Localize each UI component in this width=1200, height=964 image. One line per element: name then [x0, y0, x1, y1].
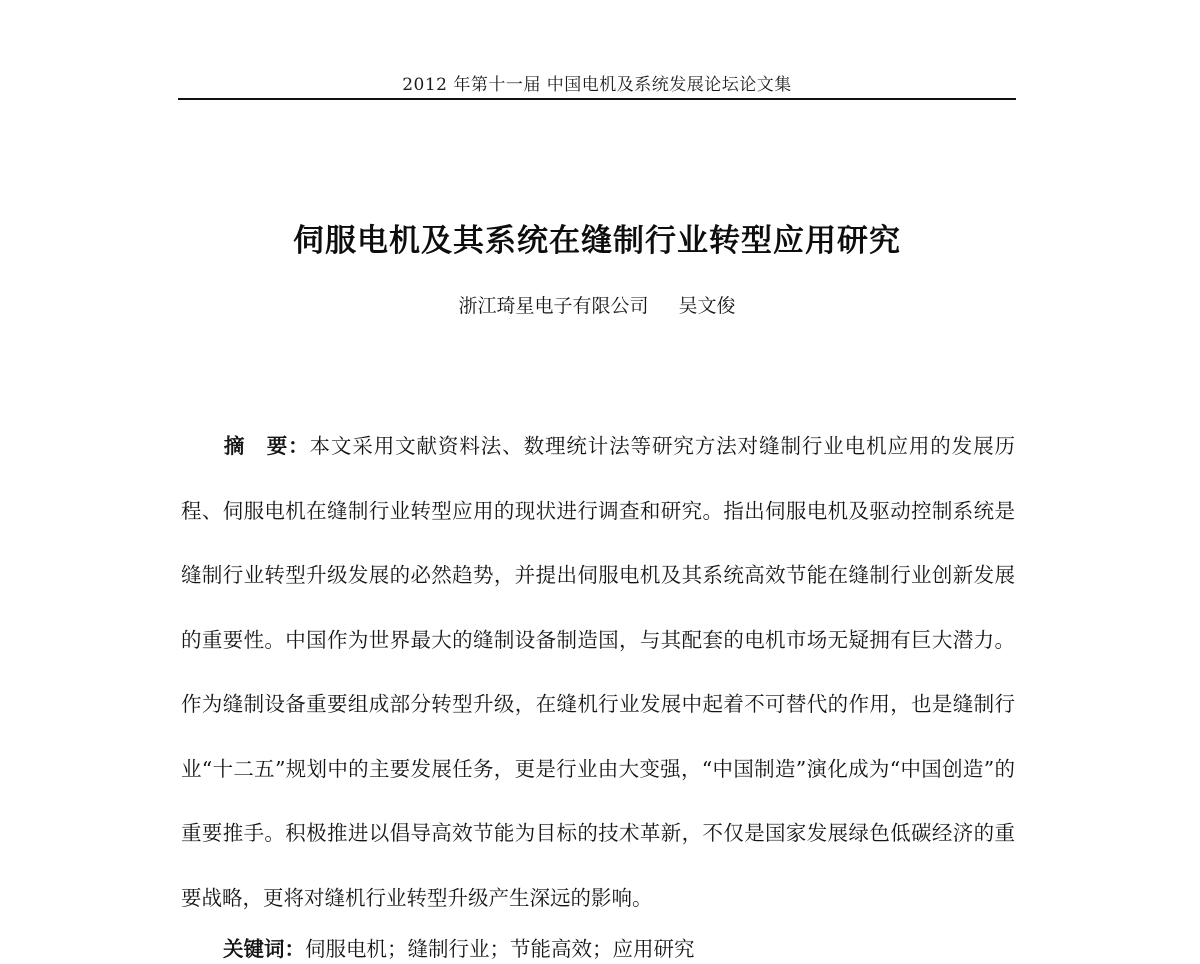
keywords-text: 伺服电机；缝制行业；节能高效；应用研究: [305, 937, 695, 961]
affiliation: 浙江琦星电子有限公司: [458, 295, 649, 317]
byline: [178, 291, 1016, 318]
keywords-line: [223, 934, 1023, 964]
abstract-paragraph: [181, 414, 1015, 930]
abstract-label: 摘 要：: [223, 434, 310, 458]
running-header: 2012 年第十一届 中国电机及系统发展论坛论文集: [402, 75, 792, 95]
keywords-label: 关键词：: [223, 937, 305, 961]
author: 吴文俊: [678, 295, 736, 317]
paper-title: 伺服电机及其系统在缝制行业转型应用研究: [293, 223, 901, 259]
header-rule: [178, 98, 1016, 100]
abstract-text: 本文采用文献资料法、数理统计法等研究方法对缝制行业电机应用的发展历程、伺服电机在缝制行业转型应用的现状进行调查和研究。指出伺服电机及驱动控制系统是缝制行业转型升级发展的必然趋势，并提出伺服电机及其系统高效节能在缝制行业创新发展的重要性。中国作为世界最大的缝制设备制造国，与其配套的电机市场无疑拥有巨大潜力。作为缝制设备重要组成部分转型升级，在缝机行业发展中起着不可替代的作用，也是缝制行业“十二五”规划中的主要发展任务，更是行业由大变强，“中国制造”演化成为“中国创造”的重要推手。积极推进以倡导高效节能为目标的技术革新，不仅是国家发展绿色低碳经济的重要战略，更将对缝机行业转型升级产生深远的影响。: [181, 434, 1016, 910]
